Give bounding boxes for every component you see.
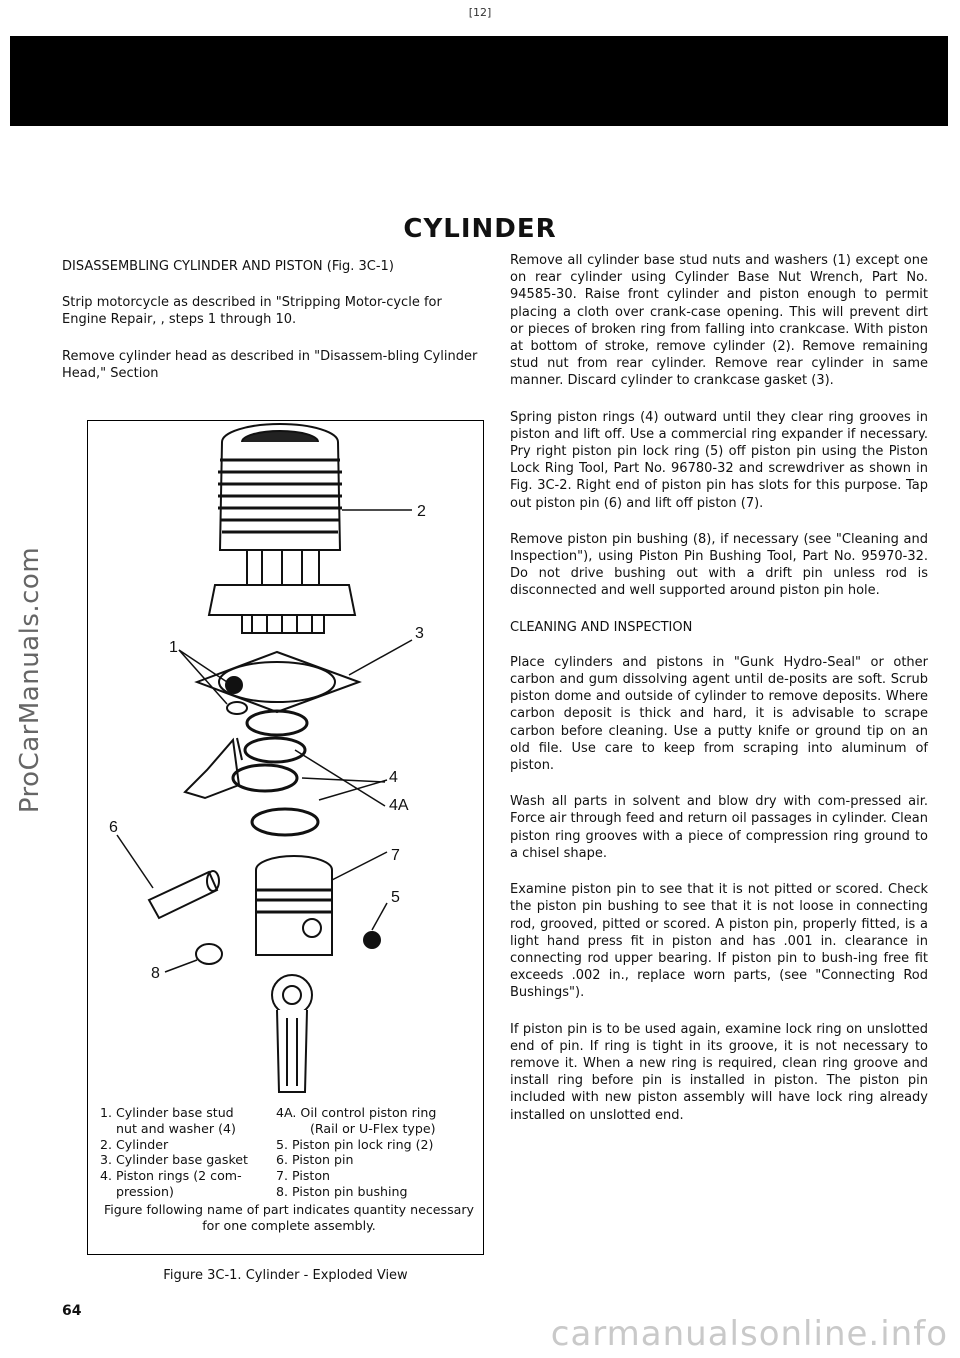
callout-4: 4 [389,769,398,786]
section-heading-disassembling: DISASSEMBLING CYLINDER AND PISTON (Fig. 3C-1) [62,259,394,274]
gasket-drawing [197,640,412,712]
piston-rings-drawing [233,711,387,835]
legend-item-4-cont: pression) [116,1183,174,1199]
callout-3: 3 [415,625,424,642]
right-paragraph-4: Place cylinders and pistons in "Gunk Hydro-Seal" or other carbon and gum dissolving agent until de-posits are soft. Scrub piston dome and outside of cylinder to remove deposits. Where carbon deposit is thick and hard, it is advisable to scrape carbon before cleaning. Use a putty knife or ground tip on an old file. Use care to keep from scraping into aluminum of piston. [510,654,928,774]
figure-caption: Figure 3C-1. Cylinder - Exploded View [163,1268,408,1283]
cylinder-drawing [209,424,412,633]
legend-item-8: 8. Piston pin bushing [276,1183,408,1199]
connecting-rod-drawing [272,975,312,1092]
section-heading-cleaning: CLEANING AND INSPECTION [510,619,693,635]
legend-item-5: 5. Piston pin lock ring (2) [276,1136,434,1152]
left-column [62,258,482,401]
figure-legend [100,1105,478,1233]
left-paragraph-1: Strip motorcycle as described in "Stripping Motor-cycle for Engine Repair, , steps 1 through 10. [62,295,442,328]
callout-8: 8 [151,965,160,982]
top-page-number: [12] [468,6,492,19]
lock-ring-drawing [364,903,387,948]
right-column [510,252,928,1143]
page-number: 64 [62,1303,82,1319]
legend-item-4: 4. Piston rings (2 com- [100,1168,242,1184]
side-watermark: ProCarManuals.com [15,546,45,814]
callout-2: 2 [417,503,426,520]
legend-item-1-cont: nut and washer (4) [116,1120,236,1136]
callout-6: 6 [109,819,118,836]
callout-4a: 4A [389,797,409,814]
legend-item-3: 3. Cylinder base gasket [100,1152,248,1168]
legend-item-2: 2. Cylinder [100,1136,169,1152]
right-paragraph-5: Wash all parts in solvent and blow dry with com-pressed air. Force air through feed and return oil passages in cylinder. Clean piston ring grooves with a piece of compression ring ground to a chisel shape. [510,794,928,861]
right-paragraph-7: If piston pin is to be used again, examine lock ring on unslotted end of pin. If ring is tight in its groove, it is not necessary to remove it. When a new ring is required, clean ring groove and install ring before pin is installed in piston. The piston pin included with new piston assembly will have lock ring already installed on unslotted end. [510,1021,928,1123]
page-title: CYLINDER [403,214,557,244]
header-black-bar [10,36,948,126]
exploded-view-illustration [87,420,484,1110]
right-paragraph-2: Spring piston rings (4) outward until they clear ring grooves in piston and lift off. Use a commercial ring expander if necessary. Pry right piston pin lock ring (5) off piston pin using the Piston Lock Ring Tool, Part No. 96780-32 and screwdriver as shown in Fig. 3C-2. Right end of piston pin has slots for this purpose. Tap out piston pin (6) and lift off piston (7). [510,409,928,511]
legend-item-4a: 4A. Oil control piston ring [276,1105,437,1120]
piston-pin-drawing [117,835,219,918]
bottom-watermark: carmanualsonline.info [550,1314,948,1354]
legend-note: Figure following name of part indicates quantity necessary for one complete assembly. [103,1201,474,1233]
callout-1: 1 [169,639,178,656]
callout-5: 5 [391,889,400,906]
right-paragraph-6: Examine piston pin to see that it is not pitted or scored. Check the piston pin bushing to see that it is not loose in connecting rod, grooved, pitted or scored. A piston pin, properly fitted, is a light hand press fit in piston and has .001 in. clearance in connecting rod upper bearing. If piston pin to bush-ing free fit exceeds .002 in., replace worn parts, (see "Connecting Rod Bushings"). [510,882,928,1001]
left-paragraph-2: Remove cylinder head as described in "Disassem-bling Cylinder Head," Section [62,348,478,381]
legend-item-4a-cont: (Rail or U-Flex type) [310,1120,436,1136]
bushing-drawing [165,944,222,972]
legend-item-1: 1. Cylinder base stud [100,1105,234,1120]
callout-7: 7 [391,847,400,864]
right-paragraph-3: Remove piston pin bushing (8), if necessary (see "Cleaning and Inspection"), using Piston Pin Bushing Tool, Part No. 95970-32. Do not drive bushing out with a drift pin unless rod is disconnected and well supported around piston pin hole. [510,531,928,599]
legend-item-7: 7. Piston [276,1168,331,1184]
right-paragraph-1: Remove all cylinder base stud nuts and washers (1) except one on rear cylinder using Cylinder Base Nut Wrench, Part No. 94585-30. Raise front cylinder and piston enough to permit placing a cloth over crank-case opening. This will prevent dirt or pieces of broken ring from falling into crankcase. With piston at bottom of stroke, remove cylinder (2). Remove remaining stud nut from rear cylinder. Remove rear cylinder in same manner. Discard cylinder to crankcase gasket (3). [510,253,928,389]
legend-item-6: 6. Piston pin [276,1152,354,1168]
